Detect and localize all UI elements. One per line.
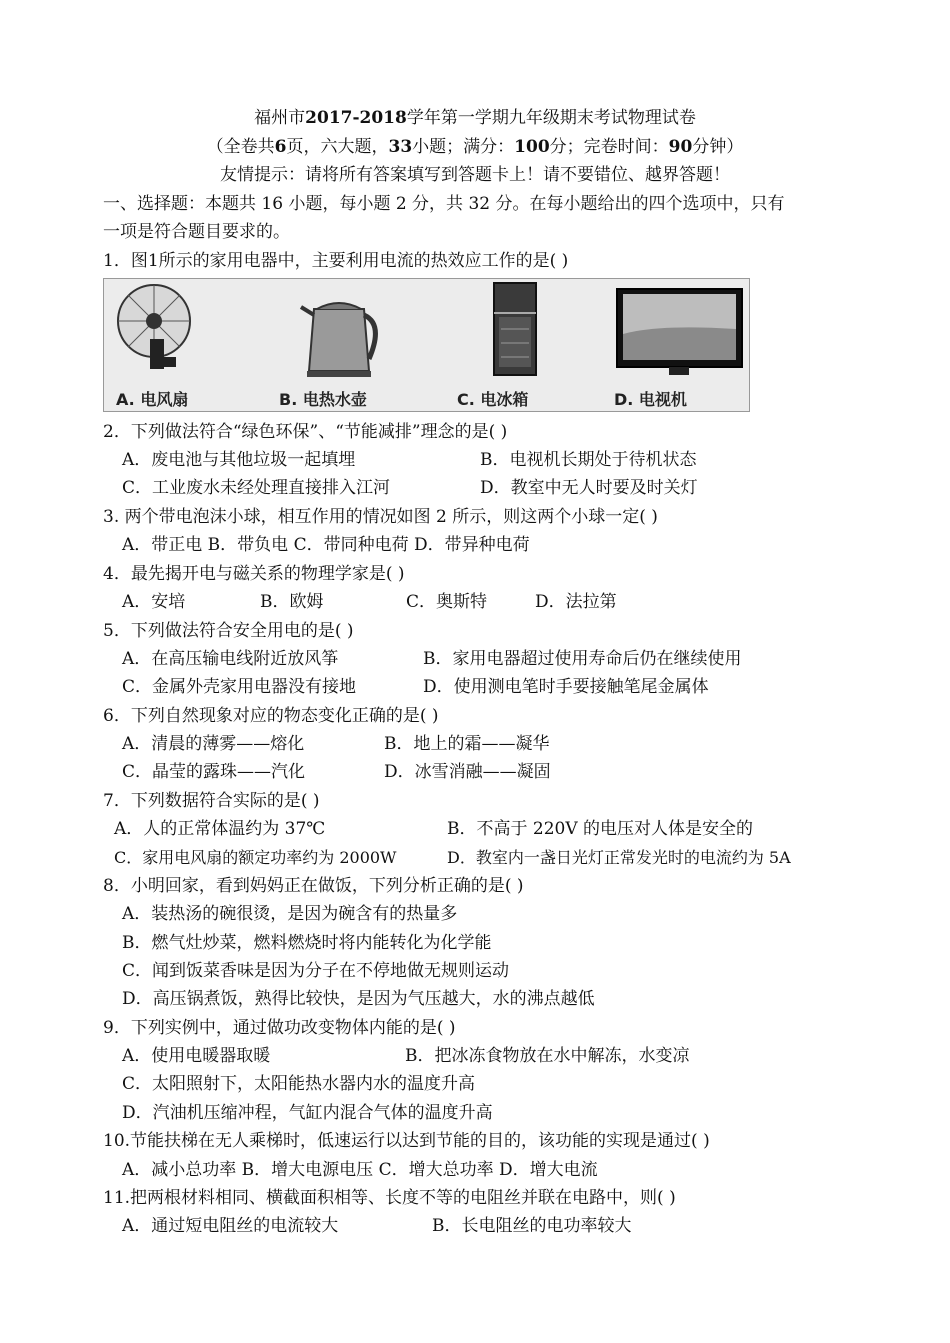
q4-option-d: D．法拉第 [535,592,617,612]
caption-a: A. 电风扇 [116,390,189,409]
q2-option-a: A．废电池与其他垃圾一起填埋 [122,450,356,470]
q5-option-c: C．金属外壳家用电器没有接地 [122,677,357,697]
q8-option-c: C．闻到饭菜香味是因为分子在不停地做无规则运动 [122,961,510,981]
title-year: 2017-2018 [305,108,407,128]
q7-option-a: A．人的正常体温约为 37℃ [114,819,326,839]
q7-option-b: B．不高于 220V 的电压对人体是安全的 [447,819,754,839]
subtitle-part: （全卷共 [206,137,275,157]
q2-option-d: D．教室中无人时要及时关灯 [480,478,698,498]
q3-options: A．带正电 B．带负电 C．带同种电荷 D．带异种电荷 [122,535,530,555]
q9-option-a: A．使用电暖器取暖 [122,1046,271,1066]
q8-option-b: B．燃气灶炒菜，燃料燃烧时将内能转化为化学能 [122,933,492,953]
section-intro-line2: 一项是符合题目要求的。 [103,222,290,242]
q5-option-a: A．在高压输电线附近放风筝 [122,649,339,669]
q7-option-d: D．教室内一盏日光灯正常发光时的电流约为 5A [447,848,791,867]
q6-option-a: A．清晨的薄雾——熔化 [122,734,305,754]
question-5: 5．下列做法符合安全用电的是( ) [103,621,354,641]
exam-subtitle [0,136,950,158]
q6-option-c: C．晶莹的露珠——汽化 [122,762,306,782]
q8-option-d: D．高压锅煮饭，熟得比较快，是因为气压越大，水的沸点越低 [122,989,595,1009]
electric-kettle-icon [269,279,439,389]
q5-option-d: D．使用测电笔时手要接触笔尾金属体 [423,677,709,697]
electric-fan-icon [104,279,269,389]
q7-option-c: C．家用电风扇的额定功率约为 2000W [114,848,397,867]
question-2: 2．下列做法符合“绿色环保”、“节能减排”理念的是( ) [103,422,508,442]
exam-title [0,107,950,129]
question-1: 1．图1所示的家用电器中，主要利用电流的热效应工作的是( ) [103,251,569,271]
caption-c: C. 电冰箱 [457,390,529,409]
section-intro-line1: 一、选择题：本题共 16 小题，每小题 2 分，共 32 分。在每小题给出的四个选项中，只有 [103,194,785,214]
appliance-tv [589,279,749,413]
subtitle-pages: 6 [274,137,287,157]
q5-option-b: B．家用电器超过使用寿命后仍在继续使用 [423,649,742,669]
subtitle-part: 页，六大题， [286,137,389,157]
q2-option-b: B．电视机长期处于待机状态 [480,450,697,470]
q6-option-b: B．地上的霜——凝华 [384,734,550,754]
question-6: 6．下列自然现象对应的物态变化正确的是( ) [103,706,439,726]
q9-option-d: D．汽油机压缩冲程，气缸内混合气体的温度升高 [122,1103,493,1123]
appliance-kettle [269,279,439,413]
q10-options: A．减小总功率 B．增大电源电压 C．增大总功率 D．增大电流 [122,1160,598,1180]
q8-option-a: A．装热汤的碗很烫，是因为碗含有的热量多 [122,904,458,924]
question-8: 8．小明回家，看到妈妈正在做饭，下列分析正确的是( ) [103,876,524,896]
q6-option-d: D．冰雪消融——凝固 [384,762,551,782]
subtitle-time: 90 [668,137,693,157]
subtitle-part: 分；完卷时间： [549,137,669,157]
refrigerator-icon [439,279,589,389]
appliance-fridge [439,279,589,413]
television-icon [589,279,749,389]
friendly-tip: 友情提示：请将所有答案填写到答题卡上！请不要错位、越界答题！ [220,165,730,185]
subtitle-part: 分钟） [692,137,744,157]
figure-1-appliances [103,278,750,412]
caption-b: B. 电热水壶 [279,390,367,409]
question-3: 3. 两个带电泡沫小球，相互作用的情况如图 2 所示，则这两个小球一定( ) [103,507,658,527]
q4-option-a: A．安培 [122,592,186,612]
q9-option-c: C．太阳照射下，太阳能热水器内水的温度升高 [122,1074,476,1094]
subtitle-part: 小题；满分： [412,137,515,157]
title-city: 福州市 [254,108,306,128]
subtitle-count: 33 [388,137,413,157]
q4-option-b: B．欧姆 [260,592,324,612]
q11-option-b: B．长电阻丝的电功率较大 [432,1216,632,1236]
caption-d: D. 电视机 [614,390,687,409]
question-11: 11.把两根材料相同、横截面积相等、长度不等的电阻丝并联在电路中，则( ) [103,1188,676,1208]
question-10: 10.节能扶梯在无人乘梯时，低速运行以达到节能的目的，该功能的实现是通过( ) [103,1131,710,1151]
question-7: 7．下列数据符合实际的是( ) [103,791,320,811]
q9-option-b: B．把冰冻食物放在水中解冻，水变凉 [405,1046,690,1066]
q11-option-a: A．通过短电阻丝的电流较大 [122,1216,339,1236]
title-rest: 学年第一学期九年级期末考试物理试卷 [406,108,696,128]
question-4: 4．最先揭开电与磁关系的物理学家是( ) [103,564,405,584]
subtitle-score: 100 [514,137,550,157]
appliance-fan [104,279,269,413]
question-9: 9．下列实例中，通过做功改变物体内能的是( ) [103,1018,456,1038]
q2-option-c: C．工业废水未经处理直接排入江河 [122,478,391,498]
q4-option-c: C．奥斯特 [406,592,488,612]
